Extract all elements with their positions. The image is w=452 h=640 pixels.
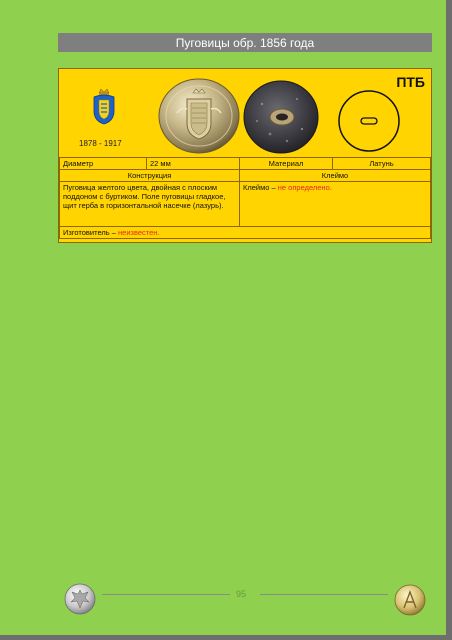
maker-cell bbox=[60, 227, 431, 239]
page-title: Пуговицы обр. 1856 года bbox=[175, 35, 315, 50]
construction-description: Пуговица желтого цвета, двойная с плоским поддоном с буртиком. Поле пуговицы гладкое, щит герба в горизонтальной насечке (лазурь). bbox=[60, 182, 240, 227]
page-number: 95 bbox=[236, 589, 247, 599]
diameter-value: 22 мм bbox=[147, 158, 240, 170]
footer-divider-left bbox=[102, 594, 230, 595]
image-area bbox=[59, 69, 431, 157]
page-frame-right bbox=[446, 0, 452, 640]
manufacturer-mark: ПТБ bbox=[396, 74, 425, 90]
material-value: Латунь bbox=[333, 158, 431, 170]
eagle-medal-icon bbox=[64, 582, 96, 616]
stamp-value: не определено. bbox=[277, 183, 332, 192]
specs-table bbox=[59, 157, 431, 239]
stamp-cell bbox=[240, 182, 431, 227]
button-front-photo bbox=[157, 77, 241, 155]
years-label: 1878 - 1917 bbox=[79, 139, 122, 148]
footer-divider-right bbox=[260, 594, 388, 595]
table-row bbox=[60, 227, 431, 239]
page-frame-bottom bbox=[0, 635, 452, 640]
stamp-header: Клеймо bbox=[240, 170, 431, 182]
diameter-label: Диаметр bbox=[60, 158, 147, 170]
maker-label: Изготовитель – bbox=[63, 228, 118, 237]
stamp-label: Клеймо – bbox=[243, 183, 278, 192]
material-label: Материал bbox=[240, 158, 333, 170]
monogram-medal-icon bbox=[394, 584, 426, 616]
button-back-photo bbox=[242, 79, 320, 155]
table-row bbox=[60, 158, 431, 170]
maker-value: неизвестен. bbox=[118, 228, 160, 237]
button-card bbox=[58, 68, 432, 243]
construction-header: Конструкция bbox=[60, 170, 240, 182]
button-scheme-icon bbox=[337, 89, 401, 153]
page-title-bar bbox=[58, 33, 432, 52]
table-row bbox=[60, 170, 431, 182]
coat-of-arms-icon bbox=[92, 87, 116, 125]
table-row bbox=[60, 182, 431, 227]
